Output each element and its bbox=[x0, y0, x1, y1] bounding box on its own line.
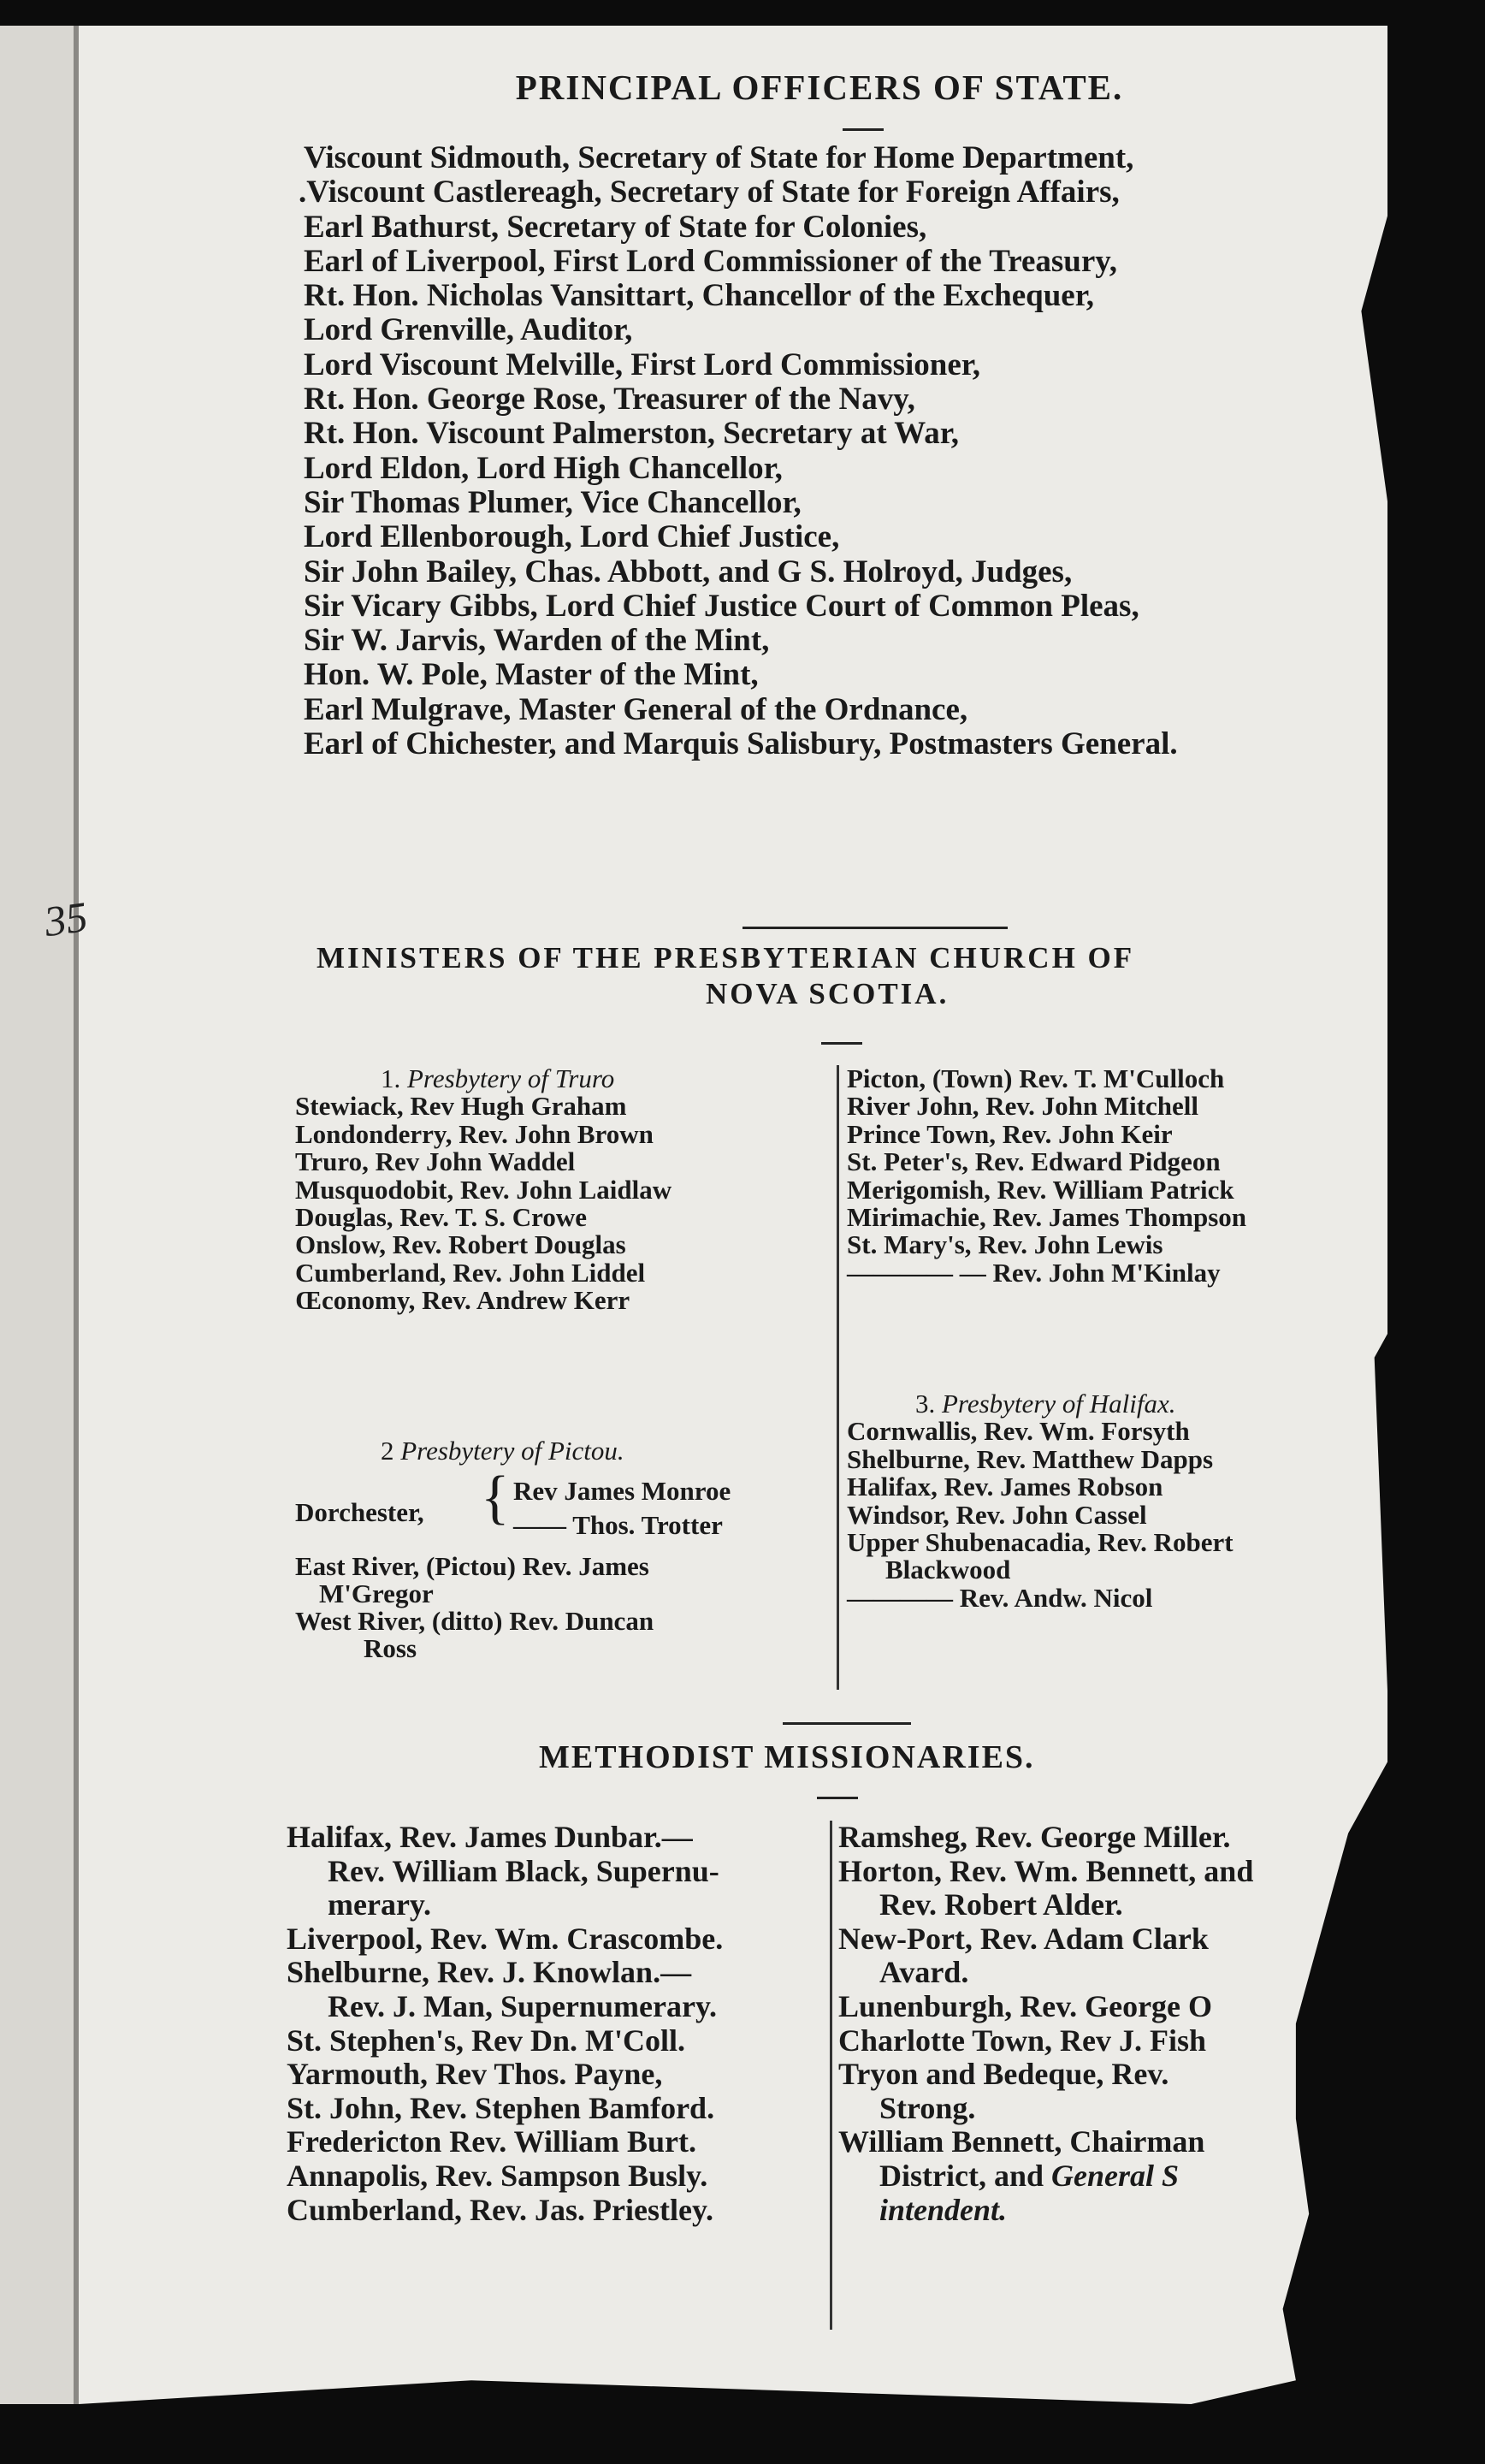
methodist-left-column bbox=[287, 1821, 723, 2227]
presbyterian-end-rule bbox=[783, 1722, 911, 1725]
methodist-entry: Halifax, Rev. James Dunbar.— bbox=[287, 1820, 693, 1854]
methodist-entry: merary. bbox=[328, 1887, 431, 1922]
officer-line: Earl of Chichester, and Marquis Salisbury, Postmasters General. bbox=[304, 726, 1178, 762]
methodist-entry: intendent. bbox=[879, 2192, 1008, 2227]
pictou-entry: East River, (Pictou) Rev. James bbox=[295, 1551, 649, 1581]
methodist-divider bbox=[830, 1821, 832, 2330]
officer-line: Sir W. Jarvis, Warden of the Mint, bbox=[304, 623, 770, 659]
halifax-entry: Blackwood bbox=[885, 1555, 1011, 1585]
truro-entry: Douglas, Rev. T. S. Crowe bbox=[295, 1202, 588, 1233]
methodist-entry: Annapolis, Rev. Sampson Busly. bbox=[287, 2158, 708, 2193]
methodist-entry-italic: General S bbox=[1051, 2158, 1180, 2193]
methodist-heading: METHODIST MISSIONARIES. bbox=[539, 1739, 1035, 1775]
methodist-entry: Strong. bbox=[879, 2090, 976, 2125]
pictou-title: Presbytery of Pictou. bbox=[400, 1436, 624, 1466]
methodist-entry: District, and bbox=[879, 2158, 1044, 2193]
officers-list bbox=[299, 140, 1364, 762]
officer-line: Sir Thomas Plumer, Vice Chancellor, bbox=[304, 484, 802, 520]
methodist-entry: Rev. J. Man, Supernumerary. bbox=[328, 1988, 717, 2023]
right-entry: Mirimachie, Rev. James Thompson bbox=[847, 1202, 1246, 1233]
truro-number: 1. bbox=[381, 1063, 401, 1093]
halifax-title-line bbox=[847, 1390, 1234, 1418]
officer-line: Earl Bathurst, Secretary of State for Colonies, bbox=[304, 209, 927, 245]
facing-page-edge bbox=[0, 26, 79, 2404]
methodist-entry: Yarmouth, Rev Thos. Payne, bbox=[287, 2057, 663, 2092]
pictou-rest bbox=[295, 1553, 654, 1662]
truro-entry: Stewiack, Rev Hugh Graham bbox=[295, 1091, 627, 1122]
right-entry: St. Peter's, Rev. Edward Pidgeon bbox=[847, 1146, 1221, 1177]
officer-line: Rt. Hon. George Rose, Treasurer of the Navy, bbox=[304, 382, 915, 418]
truro-title: Presbytery of Truro bbox=[407, 1063, 615, 1093]
methodist-entry: Fredericton Rev. William Burt. bbox=[287, 2124, 696, 2159]
halifax-entry: Upper Shubenacadia, Rev. Robert bbox=[847, 1527, 1234, 1558]
officer-line: Rt. Hon. Nicholas Vansittart, Chancellor of the Exchequer, bbox=[304, 278, 1095, 314]
methodist-entry: St. John, Rev. Stephen Bamford. bbox=[287, 2090, 715, 2125]
pictou-entry: M'Gregor bbox=[319, 1578, 434, 1608]
methodist-right-column bbox=[838, 1821, 1352, 2227]
pictou-title-line bbox=[295, 1437, 624, 1465]
officers-heading: PRINCIPAL OFFICERS OF STATE. bbox=[515, 68, 1124, 107]
truro-entry: Musquodobit, Rev. John Laidlaw bbox=[295, 1174, 672, 1205]
presbyterian-heading-2: NOVA SCOTIA. bbox=[706, 977, 950, 1010]
methodist-entry: Lunenburgh, Rev. George O bbox=[838, 1988, 1213, 2023]
pictou-dorchester-2: —— Thos. Trotter bbox=[513, 1510, 723, 1540]
methodist-entry: Cumberland, Rev. Jas. Priestley. bbox=[287, 2192, 713, 2227]
methodist-entry: New-Port, Rev. Adam Clark bbox=[838, 1921, 1209, 1956]
right-entry: Prince Town, Rev. John Keir bbox=[847, 1118, 1173, 1149]
officer-line: Hon. W. Pole, Master of the Mint, bbox=[304, 657, 759, 693]
officer-line: Rt. Hon. Viscount Palmerston, Secretary at War, bbox=[304, 416, 959, 452]
officers-rule bbox=[843, 128, 884, 131]
methodist-entry: Tryon and Bedeque, Rev. bbox=[838, 2057, 1169, 2092]
presbyterian-rule bbox=[821, 1042, 862, 1045]
methodist-entry: Liverpool, Rev. Wm. Crascombe. bbox=[287, 1921, 724, 1956]
side-mark: 35 bbox=[41, 891, 91, 946]
officer-line: Lord Eldon, Lord High Chancellor, bbox=[304, 450, 783, 486]
pictou-right-column bbox=[847, 1065, 1246, 1287]
officer-line: Lord Grenville, Auditor, bbox=[304, 312, 633, 348]
methodist-line bbox=[838, 2159, 1352, 2194]
truro-entry: Londonderry, Rev. John Brown bbox=[295, 1118, 654, 1149]
halifax-entry: Shelburne, Rev. Matthew Dapps bbox=[847, 1443, 1214, 1474]
officer-line: Earl Mulgrave, Master General of the Ordnance, bbox=[304, 691, 968, 727]
halifax-entry: ———— Rev. Andw. Nicol bbox=[847, 1582, 1153, 1613]
presbyterian-heading-1: MINISTERS OF THE PRESBYTERIAN CHURCH OF bbox=[317, 941, 1135, 974]
pictou-entry: Ross bbox=[364, 1633, 417, 1663]
truro-title-line bbox=[295, 1065, 672, 1093]
halifax-entry: Windsor, Rev. John Cassel bbox=[847, 1499, 1147, 1530]
officer-line: Viscount Sidmouth, Secretary of State for Home Department, bbox=[304, 140, 1134, 175]
pictou-dorchester-1: Rev James Monroe bbox=[513, 1476, 731, 1506]
methodist-entry: Shelburne, Rev. J. Knowlan.— bbox=[287, 1955, 692, 1990]
right-entry: Picton, (Town) Rev. T. M'Culloch bbox=[847, 1063, 1225, 1093]
halifax-number: 3. bbox=[915, 1389, 936, 1419]
pictou-dorchester: Dorchester, bbox=[295, 1497, 424, 1527]
truro-entry: Onslow, Rev. Robert Douglas bbox=[295, 1229, 626, 1260]
right-entry: ———— — Rev. John M'Kinlay bbox=[847, 1257, 1221, 1288]
officer-line: Earl of Liverpool, First Lord Commissioner of the Treasury, bbox=[304, 243, 1117, 279]
halifax-entry: Halifax, Rev. James Robson bbox=[847, 1472, 1163, 1502]
truro-entry: Truro, Rev John Waddel bbox=[295, 1146, 576, 1177]
methodist-entry: Charlotte Town, Rev J. Fish bbox=[838, 2023, 1207, 2058]
methodist-entry: Avard. bbox=[879, 1955, 969, 1990]
methodist-entry: St. Stephen's, Rev Dn. M'Coll. bbox=[287, 2023, 686, 2058]
page-fold bbox=[74, 26, 79, 2404]
methodist-entry: Ramsheg, Rev. George Miller. bbox=[838, 1821, 1231, 1854]
officer-line: Sir John Bailey, Chas. Abbott, and G S. Holroyd, Judges, bbox=[304, 554, 1073, 589]
pictou-number: 2 bbox=[381, 1436, 394, 1466]
methodist-entry: Rev. William Black, Supernu- bbox=[328, 1853, 719, 1888]
truro-entry: Cumberland, Rev. John Liddel bbox=[295, 1257, 646, 1288]
methodist-entry: Horton, Rev. Wm. Bennett, and bbox=[838, 1853, 1254, 1888]
officer-line: Lord Ellenborough, Lord Chief Justice, bbox=[304, 519, 840, 555]
methodist-rule bbox=[817, 1797, 858, 1799]
right-entry: River John, Rev. John Mitchell bbox=[847, 1091, 1199, 1122]
pictou-entry: West River, (ditto) Rev. Duncan bbox=[295, 1606, 654, 1636]
methodist-entry: Rev. Robert Alder. bbox=[879, 1887, 1123, 1922]
halifax-title: Presbytery of Halifax. bbox=[942, 1389, 1176, 1419]
officer-line: Lord Viscount Melville, First Lord Commissioner, bbox=[304, 346, 981, 382]
right-entry: St. Mary's, Rev. John Lewis bbox=[847, 1229, 1163, 1260]
methodist-entry: William Bennett, Chairman bbox=[838, 2124, 1205, 2159]
pictou-column bbox=[295, 1437, 624, 1465]
officer-line: Sir Vicary Gibbs, Lord Chief Justice Court of Common Pleas, bbox=[304, 588, 1139, 624]
officers-end-rule bbox=[742, 927, 1008, 929]
column-divider bbox=[837, 1065, 839, 1690]
officer-line: .Viscount Castlereagh, Secretary of State for Foreign Affairs, bbox=[299, 175, 1120, 210]
right-entry: Merigomish, Rev. William Patrick bbox=[847, 1174, 1234, 1205]
pictou-brace: { bbox=[481, 1465, 510, 1531]
halifax-column bbox=[847, 1390, 1234, 1612]
truro-column bbox=[295, 1065, 672, 1315]
halifax-entry: Cornwallis, Rev. Wm. Forsyth bbox=[847, 1416, 1190, 1447]
truro-entry: Œconomy, Rev. Andrew Kerr bbox=[295, 1285, 630, 1316]
